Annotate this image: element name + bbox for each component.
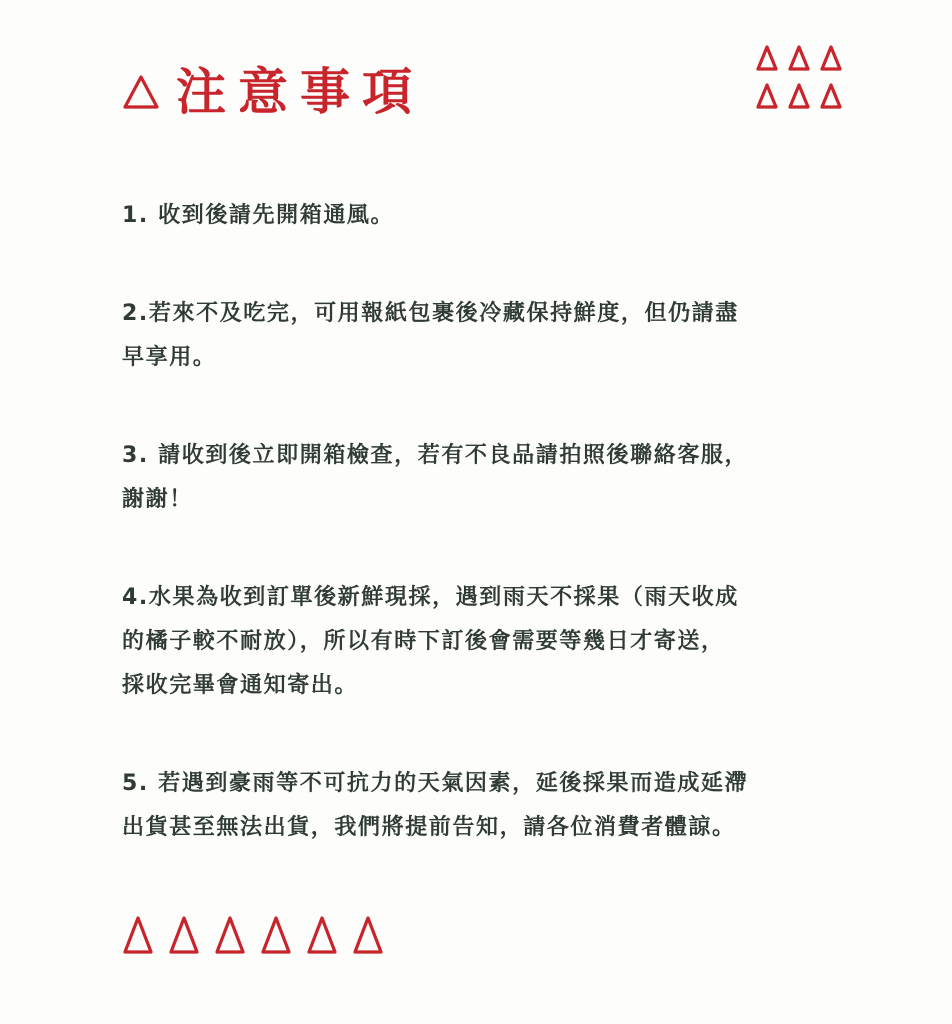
note-line: 3. 請收到後立即開箱檢查，若有不良品請拍照後聯絡客服， [122, 443, 749, 468]
note-line: 早享用。 [122, 345, 217, 370]
note-line: 5. 若遇到豪雨等不可抗力的天氣因素，延後採果而造成延滯 [122, 771, 749, 796]
triangle-outline-icon [352, 914, 384, 956]
triangle-outline-icon [820, 82, 842, 110]
triangle-outline-icon [122, 914, 154, 956]
triangle-outline-icon [122, 74, 160, 110]
note-item-3 [122, 434, 852, 522]
note-line: 4.水果為收到訂單後新鮮現採，遇到雨天不採果（雨天收成 [122, 585, 739, 610]
note-item-5 [122, 762, 852, 850]
note-line: 出貨甚至無法出貨，我們將提前告知，請各位消費者體諒。 [122, 815, 736, 840]
note-item-2 [122, 292, 852, 380]
title-block [122, 62, 424, 122]
corner-triangle-decoration [756, 44, 852, 122]
triangle-outline-icon [756, 82, 778, 110]
note-line: 謝謝！ [122, 487, 193, 512]
triangle-outline-icon [788, 82, 810, 110]
triangle-outline-icon [820, 44, 842, 72]
triangle-outline-icon [214, 914, 246, 956]
page-title: 注意事項 [176, 63, 424, 121]
triangle-outline-icon [756, 44, 778, 72]
note-line: 2.若來不及吃完，可用報紙包裹後冷藏保持鮮度，但仍請盡 [122, 301, 739, 326]
triangle-outline-icon [168, 914, 200, 956]
note-item-1 [122, 194, 852, 238]
note-line: 1. 收到後請先開箱通風。 [122, 203, 395, 228]
triangle-outline-icon [788, 44, 810, 72]
triangle-outline-icon [306, 914, 338, 956]
note-line: 的橘子較不耐放），所以有時下訂後會需要等幾日才寄送， [122, 629, 725, 654]
notes-list [122, 194, 852, 850]
note-line: 採收完畢會通知寄出。 [122, 673, 359, 698]
note-item-4 [122, 576, 852, 708]
triangle-outline-icon [260, 914, 292, 956]
bottom-triangle-decoration [122, 914, 384, 956]
